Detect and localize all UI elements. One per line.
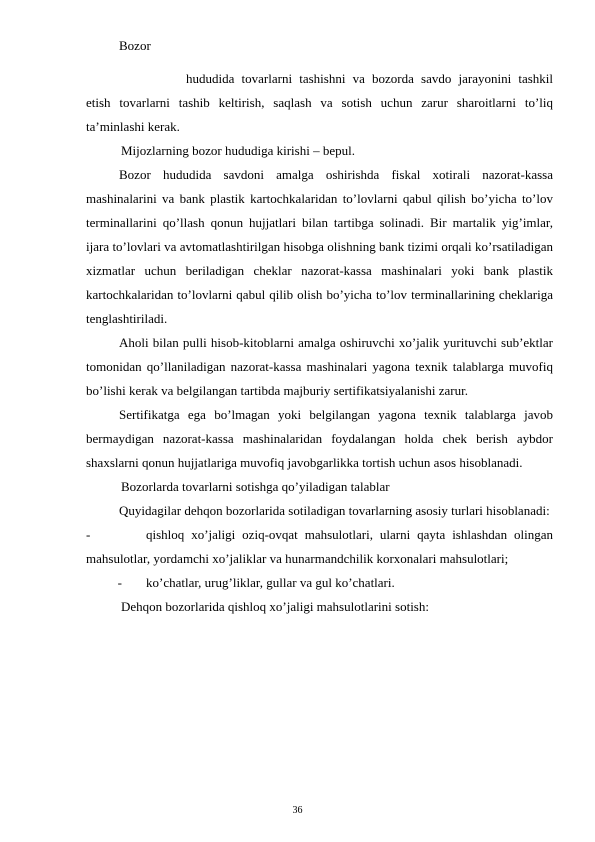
list-item-text: ko’chatlar, urug’liklar, gullar va gul ko’chatlari.	[146, 575, 395, 590]
list-item-text: qishloq xo’jaligi oziq-ovqat mahsulotlari, ularni qayta ishlashdan olingan mahsulotlar, yordamchi xo’jaliklar va hunarmandchilik korxonalari mahsulotlari;	[86, 527, 553, 566]
list-marker: -	[117, 575, 122, 590]
list-item	[86, 523, 553, 571]
list-item	[86, 571, 553, 595]
goods-list	[86, 523, 553, 595]
paragraph-liability: Sertifikatga ega bo’lmagan yoki belgilangan yagona texnik talablarga javob bermaydigan nazorat-kassa mashinalaridan foydalangan holda chek berish aybdor shaxslarni qonun hujjatlariga muvofiq javobgarlikka tortish uchun asos hisoblanadi.	[86, 407, 553, 470]
section-heading: Bozor	[119, 38, 151, 53]
paragraph-cash-registers: Bozor hududida savdoni amalga oshirishda fiskal xotirali nazorat-kassa mashinalarini va bank plastik kartochkalaridan to’lovlarni qabul qilish bo’yicha to’lov terminallarini qo’llash qonun hujjatlari bilan tartibga solinadi. Bir martalik yig’imlar, ijara to’lovlari va avtomatlashtirilgan hisobga olishning bank tizimi orqali ko’rsatiladigan xizmatlar uchun beriladigan cheklar nazorat-kassa mashinalari yoki bank plastik kartochkalaridan to’lovlarni qabul qilib olish bo’yicha to’lov terminallarining cheklariga tenglashtiriladi.	[86, 167, 553, 326]
page-number: 36	[292, 805, 303, 816]
paragraph-certification-requirements: Aholi bilan pulli hisob-kitoblarni amalga oshiruvchi xo’jalik yurituvchi sub’ektlar tomonidan qo’llaniladigan nazorat-kassa mashinalari yagona texnik talablarga muvofiq bo’lishi kerak va belgilangan tartibda majburiy sertifikatsiyalanishi zarur.	[86, 335, 553, 398]
paragraph-sales-requirements-title: Bozorlarda tovarlarni sotishga qo’yiladigan talablar	[121, 479, 390, 494]
document-page	[86, 34, 553, 619]
paragraph-goods-types-intro: Quyidagilar dehqon bozorlarida sotiladigan tovarlarning asosiy turlari hisoblanadi:	[119, 503, 550, 518]
paragraph-market-logistics: hududida tovarlarni tashishni va bozorda savdo jarayonini tashkil etish tovarlarni tashib keltirish, saqlash va sotish uchun zarur sharoitlarni to’liq ta’minlashi kerak.	[86, 71, 553, 134]
paragraph-free-entry: Mijozlarning bozor hududiga kirishi – bepul.	[121, 143, 355, 158]
list-marker: -	[86, 527, 91, 542]
paragraph-selling-agricultural-products: Dehqon bozorlarida qishloq xo’jaligi mahsulotlarini sotish:	[121, 599, 429, 614]
